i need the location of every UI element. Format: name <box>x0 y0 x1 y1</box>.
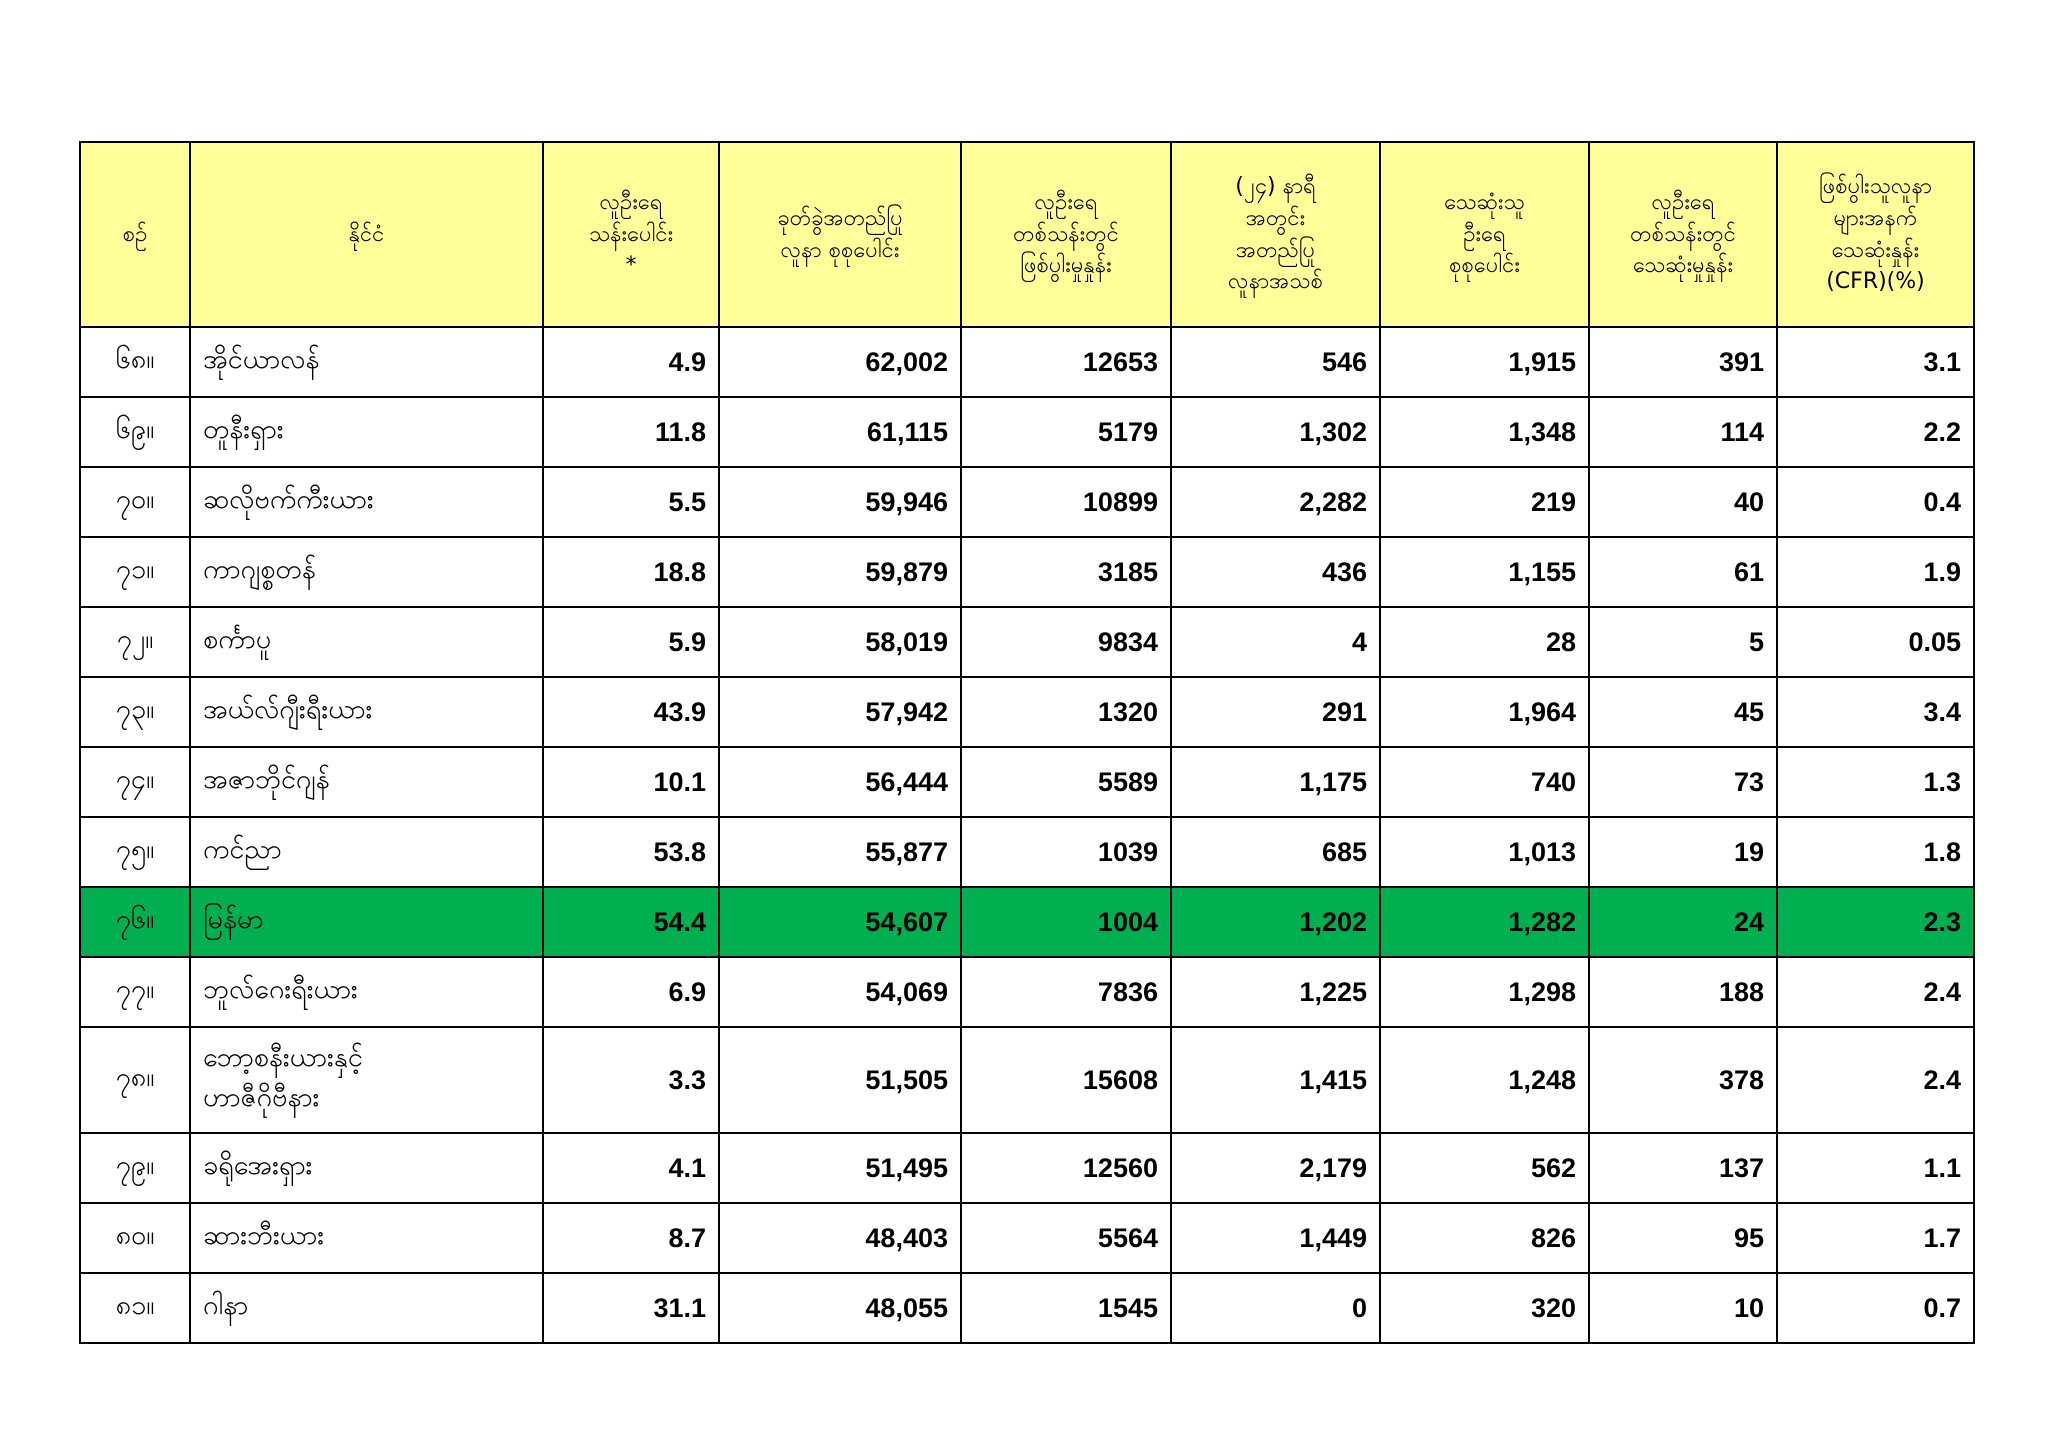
cfr-cell: 1.7 <box>1777 1203 1974 1273</box>
header-line: နိုင်ငံ <box>348 221 385 247</box>
new-cases-cell: 546 <box>1171 327 1380 397</box>
header-line: စဉ် <box>122 221 148 247</box>
header-line: လူဦးရေ <box>599 189 663 215</box>
population-cell: 43.9 <box>543 677 719 747</box>
deaths-per-million-cell: 19 <box>1589 817 1777 887</box>
country-cell <box>190 537 543 607</box>
header-line: လူဦးရေ <box>1034 189 1098 215</box>
country-cell <box>190 327 543 397</box>
serial-no-cell: ၈၁။ <box>80 1273 190 1343</box>
total-deaths-cell: 1,013 <box>1380 817 1589 887</box>
country-name-line: တူနီးရှား <box>203 414 284 445</box>
table-row <box>80 607 1974 677</box>
total-deaths-cell: 1,348 <box>1380 397 1589 467</box>
table-row <box>80 677 1974 747</box>
total-cases-cell: 58,019 <box>719 607 961 677</box>
cases-per-million-cell: 5564 <box>961 1203 1171 1273</box>
total-cases-cell: 54,069 <box>719 957 961 1027</box>
country-name-line: ဂါနာ <box>203 1290 249 1321</box>
country-cell <box>190 747 543 817</box>
total-cases-cell: 55,877 <box>719 817 961 887</box>
new-cases-cell: 1,415 <box>1171 1027 1380 1133</box>
header-line: ခုတ်ခွဲအတည်ပြု <box>777 205 903 231</box>
country-cell <box>190 607 543 677</box>
population-cell: 4.9 <box>543 327 719 397</box>
header-line: ဖြစ်ပွါးမှုနှုန်း <box>1020 253 1112 279</box>
deaths-per-million-cell: 378 <box>1589 1027 1777 1133</box>
total-deaths-cell: 1,155 <box>1380 537 1589 607</box>
header-line: သေဆုံးမှုနှုန်း <box>1632 253 1734 279</box>
deaths-per-million-cell: 188 <box>1589 957 1777 1027</box>
population-cell: 11.8 <box>543 397 719 467</box>
covid-country-stats-table <box>79 141 1975 1344</box>
total-cases-cell: 62,002 <box>719 327 961 397</box>
deaths-per-million-cell: 114 <box>1589 397 1777 467</box>
total-cases-cell: 57,942 <box>719 677 961 747</box>
header-line: ဖြစ်ပွါးသူလူနာ <box>1819 173 1932 199</box>
serial-no-cell: ၇၈။ <box>80 1027 190 1133</box>
country-cell <box>190 1133 543 1203</box>
country-name-line: ဘူလ်ဂေးရီးယား <box>203 974 358 1005</box>
cfr-cell: 3.1 <box>1777 327 1974 397</box>
cfr-cell: 0.7 <box>1777 1273 1974 1343</box>
total-cases-cell: 61,115 <box>719 397 961 467</box>
serial-no-cell: ၆၈။ <box>80 327 190 397</box>
country-cell <box>190 397 543 467</box>
header-line: သေဆုံးနှုန်း <box>1831 237 1920 263</box>
header-row <box>80 142 1974 327</box>
deaths-per-million-cell: 95 <box>1589 1203 1777 1273</box>
country-cell <box>190 467 543 537</box>
cases-per-million-cell: 12653 <box>961 327 1171 397</box>
new-cases-cell: 1,449 <box>1171 1203 1380 1273</box>
new-cases-cell: 1,302 <box>1171 397 1380 467</box>
table-row <box>80 887 1974 957</box>
country-cell <box>190 1273 543 1343</box>
cfr-cell: 2.4 <box>1777 957 1974 1027</box>
cfr-cell: 2.3 <box>1777 887 1974 957</box>
population-cell: 53.8 <box>543 817 719 887</box>
header-line: သေဆုံးသူ <box>1444 189 1525 215</box>
header-cases-per-million <box>961 142 1171 327</box>
cfr-cell: 2.4 <box>1777 1027 1974 1133</box>
cases-per-million-cell: 12560 <box>961 1133 1171 1203</box>
country-name-line: အဇာဘိုင်ဂျန် <box>203 764 330 795</box>
table-row <box>80 467 1974 537</box>
cases-per-million-cell: 1004 <box>961 887 1171 957</box>
table-row <box>80 327 1974 397</box>
table-row <box>80 1273 1974 1343</box>
country-cell <box>190 887 543 957</box>
serial-no-cell: ၇၂။ <box>80 607 190 677</box>
header-line: စုစုပေါင်း <box>1449 253 1520 279</box>
header-total-deaths <box>1380 142 1589 327</box>
serial-no-cell: ၇၃။ <box>80 677 190 747</box>
new-cases-cell: 291 <box>1171 677 1380 747</box>
header-line: အတည်ပြု <box>1235 237 1316 263</box>
cases-per-million-cell: 1320 <box>961 677 1171 747</box>
country-name-line: ဆလိုဗက်ကီးယား <box>203 484 374 515</box>
deaths-per-million-cell: 73 <box>1589 747 1777 817</box>
header-deaths-per-million <box>1589 142 1777 327</box>
total-cases-cell: 54,607 <box>719 887 961 957</box>
cases-per-million-cell: 15608 <box>961 1027 1171 1133</box>
new-cases-cell: 436 <box>1171 537 1380 607</box>
cfr-cell: 0.4 <box>1777 467 1974 537</box>
country-cell <box>190 957 543 1027</box>
header-new-cases-24h <box>1171 142 1380 327</box>
cfr-cell: 1.1 <box>1777 1133 1974 1203</box>
new-cases-cell: 0 <box>1171 1273 1380 1343</box>
country-name-line: အယ်လ်ဂျီးရီးယား <box>203 694 373 725</box>
header-country <box>190 142 543 327</box>
total-cases-cell: 59,946 <box>719 467 961 537</box>
header-cfr <box>1777 142 1974 327</box>
deaths-per-million-cell: 45 <box>1589 677 1777 747</box>
total-deaths-cell: 1,915 <box>1380 327 1589 397</box>
new-cases-cell: 4 <box>1171 607 1380 677</box>
total-deaths-cell: 562 <box>1380 1133 1589 1203</box>
header-population <box>543 142 719 327</box>
cfr-cell: 3.4 <box>1777 677 1974 747</box>
total-deaths-cell: 1,298 <box>1380 957 1589 1027</box>
country-name-line: ကင်ညာ <box>203 834 282 865</box>
total-cases-cell: 51,495 <box>719 1133 961 1203</box>
country-name-line: ကာဂျစ္စတန် <box>203 554 316 585</box>
cases-per-million-cell: 7836 <box>961 957 1171 1027</box>
header-line: (CFR)(%) <box>1826 269 1925 295</box>
header-line: လူနာအသစ် <box>1228 269 1323 295</box>
cases-per-million-cell: 1545 <box>961 1273 1171 1343</box>
header-line: * <box>625 253 637 279</box>
table-row <box>80 1027 1974 1133</box>
total-cases-cell: 48,403 <box>719 1203 961 1273</box>
population-cell: 5.9 <box>543 607 719 677</box>
country-cell <box>190 1203 543 1273</box>
header-line: တစ်သန်းတွင် <box>1013 221 1119 247</box>
serial-no-cell: ၈၀။ <box>80 1203 190 1273</box>
new-cases-cell: 685 <box>1171 817 1380 887</box>
new-cases-cell: 2,179 <box>1171 1133 1380 1203</box>
population-cell: 6.9 <box>543 957 719 1027</box>
deaths-per-million-cell: 40 <box>1589 467 1777 537</box>
cases-per-million-cell: 5179 <box>961 397 1171 467</box>
serial-no-cell: ၇၆။ <box>80 887 190 957</box>
cfr-cell: 2.2 <box>1777 397 1974 467</box>
total-cases-cell: 56,444 <box>719 747 961 817</box>
deaths-per-million-cell: 137 <box>1589 1133 1777 1203</box>
header-line: သန်းပေါင်း <box>588 221 674 247</box>
deaths-per-million-cell: 61 <box>1589 537 1777 607</box>
new-cases-cell: 1,175 <box>1171 747 1380 817</box>
header-serial-no <box>80 142 190 327</box>
total-deaths-cell: 740 <box>1380 747 1589 817</box>
cases-per-million-cell: 10899 <box>961 467 1171 537</box>
table-row <box>80 957 1974 1027</box>
header-line: လူဦးရေ <box>1651 189 1715 215</box>
header-line: (၂၄) နာရီ <box>1235 173 1316 199</box>
total-cases-cell: 48,055 <box>719 1273 961 1343</box>
table-row <box>80 537 1974 607</box>
serial-no-cell: ၇၁။ <box>80 537 190 607</box>
cases-per-million-cell: 3185 <box>961 537 1171 607</box>
header-line: ဦးရေ <box>1463 221 1506 247</box>
cfr-cell: 1.9 <box>1777 537 1974 607</box>
country-cell <box>190 1027 543 1133</box>
deaths-per-million-cell: 391 <box>1589 327 1777 397</box>
country-name-line: ဘော့စနီးယားနှင့် <box>203 1042 363 1073</box>
country-name-line: စင်္ကာပူ <box>203 624 272 655</box>
header-line: အတွင်း <box>1245 205 1306 231</box>
cfr-cell: 0.05 <box>1777 607 1974 677</box>
country-cell <box>190 677 543 747</box>
serial-no-cell: ၇၀။ <box>80 467 190 537</box>
total-cases-cell: 51,505 <box>719 1027 961 1133</box>
deaths-per-million-cell: 10 <box>1589 1273 1777 1343</box>
population-cell: 8.7 <box>543 1203 719 1273</box>
new-cases-cell: 1,202 <box>1171 887 1380 957</box>
table-row <box>80 1133 1974 1203</box>
total-deaths-cell: 1,964 <box>1380 677 1589 747</box>
header-line: လူနာ စုစုပေါင်း <box>780 237 900 263</box>
country-name-line: ဟာဇီဂိုဗီနား <box>203 1082 320 1113</box>
table-row <box>80 747 1974 817</box>
serial-no-cell: ၆၉။ <box>80 397 190 467</box>
population-cell: 4.1 <box>543 1133 719 1203</box>
population-cell: 31.1 <box>543 1273 719 1343</box>
total-deaths-cell: 320 <box>1380 1273 1589 1343</box>
country-name-line: မြန်မာ <box>203 904 264 935</box>
deaths-per-million-cell: 24 <box>1589 887 1777 957</box>
total-cases-cell: 59,879 <box>719 537 961 607</box>
total-deaths-cell: 826 <box>1380 1203 1589 1273</box>
cases-per-million-cell: 1039 <box>961 817 1171 887</box>
cfr-cell: 1.3 <box>1777 747 1974 817</box>
serial-no-cell: ၇၄။ <box>80 747 190 817</box>
serial-no-cell: ၇၅။ <box>80 817 190 887</box>
total-deaths-cell: 28 <box>1380 607 1589 677</box>
total-deaths-cell: 219 <box>1380 467 1589 537</box>
header-line: တစ်သန်းတွင် <box>1630 221 1736 247</box>
population-cell: 10.1 <box>543 747 719 817</box>
cases-per-million-cell: 5589 <box>961 747 1171 817</box>
country-cell <box>190 817 543 887</box>
new-cases-cell: 1,225 <box>1171 957 1380 1027</box>
population-cell: 18.8 <box>543 537 719 607</box>
cfr-cell: 1.8 <box>1777 817 1974 887</box>
population-cell: 3.3 <box>543 1027 719 1133</box>
table-row <box>80 1203 1974 1273</box>
deaths-per-million-cell: 5 <box>1589 607 1777 677</box>
table-row <box>80 817 1974 887</box>
header-total-cases <box>719 142 961 327</box>
new-cases-cell: 2,282 <box>1171 467 1380 537</box>
population-cell: 5.5 <box>543 467 719 537</box>
serial-no-cell: ၇၉။ <box>80 1133 190 1203</box>
population-cell: 54.4 <box>543 887 719 957</box>
country-name-line: ခရိုအေးရှား <box>203 1150 313 1181</box>
table-header <box>80 142 1974 327</box>
total-deaths-cell: 1,282 <box>1380 887 1589 957</box>
cases-per-million-cell: 9834 <box>961 607 1171 677</box>
country-name-line: ဆားဘီးယား <box>203 1220 325 1251</box>
total-deaths-cell: 1,248 <box>1380 1027 1589 1133</box>
country-name-line: အိုင်ယာလန် <box>203 344 320 375</box>
table-row <box>80 397 1974 467</box>
serial-no-cell: ၇၇။ <box>80 957 190 1027</box>
table-body <box>80 327 1974 1343</box>
header-line: များအနက် <box>1833 205 1918 231</box>
